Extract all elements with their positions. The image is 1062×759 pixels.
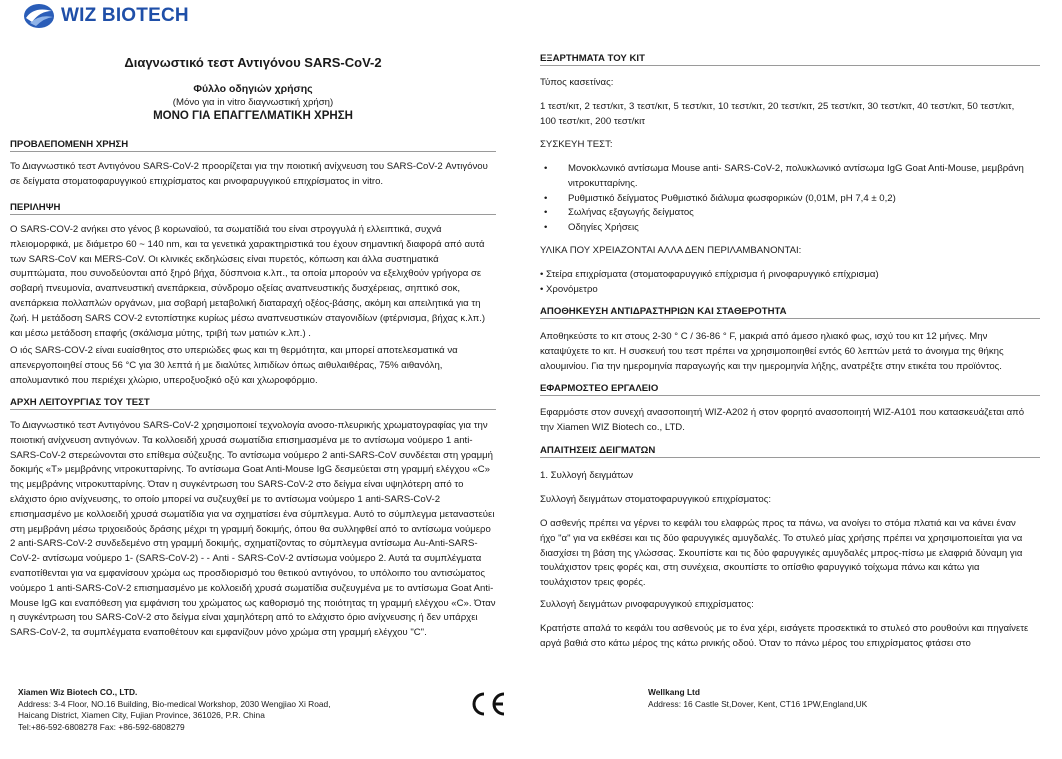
eu-representative-info [648, 687, 867, 710]
list-item: • Χρονόμετρο [540, 283, 598, 295]
manufacturer-info [18, 687, 331, 733]
wiz-logo-icon [22, 2, 56, 30]
section-heading-intended-use: ΠΡΟΒΛΕΠΟΜΕΝΗ ΧΡΗΣΗ [10, 139, 496, 152]
section-heading-summary: ΠΕΡΙΛΗΨΗ [10, 202, 496, 215]
list-item: • Μονοκλωνικό αντίσωμα Mouse anti- SARS-CoV-2, πολυκλωνικό αντίσωμα IgG Goat Anti-Mouse, μεμβράνη νιτροκυτταρίνης. [540, 162, 1030, 192]
section-heading-storage: ΑΠΟΘΗΚΕΥΣΗ ΑΝΤΙΔΡΑΣΤΗΡΙΩΝ ΚΑΙ ΣΤΑΘΕΡΟΤΗΤΑ [540, 306, 1040, 319]
brand-logo [22, 2, 189, 30]
required-materials-list [540, 268, 1030, 298]
required-materials-label: ΥΛΙΚΑ ΠΟΥ ΧΡΕΙΑΖΟΝΤΑΙ ΑΛΛΑ ΔΕΝ ΠΕΡΙΛΑΜΒΑΝΟΝΤΑΙ: [540, 245, 802, 256]
brand-name: WIZ BIOTECH [61, 5, 189, 26]
nasopharyngeal-label: Συλλογή δειγμάτων ρινοφαρυγγικού επιχρίσματος: [540, 599, 754, 610]
oropharyngeal-label: Συλλογή δειγμάτων στοματοφαρυγγικού επιχρίσματος: [540, 494, 772, 505]
summary-paragraph-1: Ο SARS-COV-2 ανήκει στο γένος β κορωναϊού, τα σωματίδιά του είναι στρογγυλά ή ελλειπτικά, συχνά πλειομορφικά, με διάμετρο 60 ~ 140 nm, και τα γενετικά χαρακτηριστικά του έχουν σημαντική διαφορά από αυτά των SARS-CoV και MERS-CoV. Οι κλινικές εκδηλώσεις είναι πυρετός, κόπωση και άλλα συστηματικά συμπτώματα, που συνοδεύονται από ξηρό βήχα, δύσπνοια κ.λπ., τα οποία μπορούν να εξελιχθούν γρήγορα σε σοβαρή πνευμονία, αναπνευστική ανεπάρκεια, σύνδρομο οξείας αναπνευστικής δυσχέρειας, σηπτικό σοκ, ανεπάρκεια πολλαπλών οργάνων, μια σοβαρή μεταβολική διαταραχή οξέος-βάσης, ακόμη και απειλητικά για τη ζωή. Η μετάδοση SARS COV-2 εντοπίστηκε κυρίως μέσω αναπνευστικών σταγονιδίων (φτέρνισμα, βήχας κ.λπ.) και μέσω μετάδοση επαφής (σκάλισμα μύτης, τριβή των ματιών κ.λπ.) . [10, 224, 486, 339]
ce-mark-icon [468, 690, 508, 718]
specimen-collection-item: 1. Συλλογή δειγμάτων [540, 470, 633, 481]
manufacturer-contact: Tel:+86-592-6808278 Fax: +86-592-6808279 [18, 721, 185, 732]
kit-type-values: 1 τεστ/κιτ, 2 τεστ/κιτ, 3 τεστ/κιτ, 5 τεστ/κιτ, 10 τεστ/κιτ, 20 τεστ/κιτ, 25 τεστ/κιτ, 30 τεστ/κιτ, 40 τεστ/κιτ, 50 τεστ/κιτ, 100 τεστ/κιτ, 200 τεστ/κιτ [540, 101, 1015, 127]
professional-use-notice: ΜΟΝΟ ΓΙΑ ΕΠΑΓΓΕΛΜΑΤΙΚΗ ΧΡΗΣΗ [153, 110, 353, 122]
manufacturer-address-line-1: Address: 3-4 Floor, NO.16 Building, Bio-medical Workshop, 2030 Wengjiao Xi Road, [18, 698, 331, 709]
section-heading-kit: ΕΞΑΡΤΗΜΑΤΑ ΤΟΥ ΚΙΤ [540, 53, 1040, 66]
document-note: (Μόνο για in vitro διαγνωστική χρήση) [172, 97, 334, 108]
list-item: • Οδηγίες Χρήσεις [540, 221, 1030, 236]
eu-representative-name: Wellkang Ltd [648, 687, 700, 697]
oropharyngeal-text: Ο ασθενής πρέπει να γέρνει το κεφάλι του ελαφρώς προς τα πάνω, να ανοίγει το στόμα πλατιά και να κάνει έναν ήχο "α" για να εκθέσει και τις δύο φαρυγγικές αμυγδαλές. Το στυλεό μίας χρήσης πρέπει να χρησιμοποιείται για να διασχίσει τη βάση της γλώσσας. Σκουπίστε και τις δύο φαρυγγικές αμυγδαλές μπρος-πίσω με ελαφριά δύναμη για τουλάχιστον τρεις φορές και, στη συνέχεια, σκουπίστε το οπίσθιο φαρυγγικό τοίχωμα πάνω και κάτω για τουλάχιστον τρεις φορές. [540, 518, 1023, 589]
document-title: Διαγνωστικό τεστ Αντιγόνου SARS-CoV-2 [124, 55, 382, 70]
list-item: • Ρυθμιστικό δείγματος Ρυθμιστικό διάλυμα φωσφορικών (0,01M, pH 7,4 ± 0,2) [540, 192, 1030, 207]
nasopharyngeal-text: Κρατήστε απαλά το κεφάλι του ασθενούς με το ένα χέρι, εισάγετε προσεκτικά το στυλεό στο ρουθούνι και πηγαίνετε αργά βαθιά στο κάτω μέρος της κάτω ρινικής οδού. Όταν το πάνω μέρος του επιχρίσματος φτάσει στο [540, 623, 1029, 649]
section-heading-principle: ΑΡΧΗ ΛΕΙΤΟΥΡΓΙΑΣ ΤΟΥ ΤΕΣΤ [10, 397, 496, 410]
manufacturer-name: Xiamen Wiz Biotech CO., LTD. [18, 687, 138, 697]
manufacturer-address-line-2: Haicang District, Xiamen City, Fujian Province, 361026, P.R. China [18, 710, 265, 720]
principle-text: Το Διαγνωστικό τεστ Αντιγόνου SARS-CoV-2 χρησιμοποιεί τεχνολογία ανοσο-πλευρικής χρωματογραφίας για την ποιοτική ανίχνευση αντιγόνων. Τα κολλοειδή χρυσά σωματίδια επισημασμένα με το αντίσωμα νούμερο 1 anti-SARS-CoV-2 στερεώνονται στο επίθεμα σύζευξης. Το αντίσωμα νούμερο 2 anti-SARS-CoV συνδέεται στη γραμμή δοκιμής «T» μεμβράνης νιτροκυτταρίνης. Το αντίσωμα Goat Anti-Mouse IgG δεσμεύεται στη γραμμή ελέγχου «C» της μεμβράνης νιτροκυτταρίνης. Όταν η συγκέντρωση του SARS-CoV-2 στο δείγμα είναι υψηλότερη από το ελάχιστο όριο ανίχνευσης, το οποίο μπορεί να συζευχθεί με το αντίσωμα νούμερο 1 anti-SARS-CoV-2 επισημασμένο με κολλοειδή χρυσά σωματίδια για να σχηματίσει ένα σύμπλεγμα. Αυτό το σύμπλεγμα μεταναστεύει στη μεμβράνη μέσω τριχοειδούς δράσης μέχρι τη γραμμή δοκιμής, όπου θα συλληφθεί από το αντίσωμα νούμερο 2 anti-SARS-CoV-2 συνδεδεμένο στη γραμμή δοκιμής, σχηματίζοντας το σύμπλεγμα αντίσωμα Au-Anti-SARS-CoV-2- αντίσωμα νούμερο 1- (SARS-CoV-2) - - Anti - SARS-CoV-2 αντίσωμα νούμερο 2. Αυτά τα συμπλέγματα εναποτίθενται για να εμφανίσουν χρώμα ως προσδιορισμό του θετικού αντιγόνου, το υπόλοιπο του αντισώματος νούμερο 1 anti-SARS-CoV-2 επισημασμένο με κολλοειδή χρυσά σωματίδια συζευγμένα με το αντίσωμα Goat Anti-Mouse IgG και εναπόθεση για εμφάνιση του χρώματος ως καθορισμό της ποιότητας τη γραμμή ελέγχου «C». Όταν η συγκέντρωση του SARS-CoV-2 στο δείγμα είναι χαμηλότερη από το ελάχιστο όριο ανίχνευσης ή δεν υπάρχει SARS-CoV-2, τα συμπλέγματα εναποθέτουν και εμφανίζουν μόνο χρώμα στη γραμμή ελέγχου "C". [10, 420, 496, 639]
storage-text: Αποθηκεύστε το κιτ στους 2-30 ° C / 36-86 ° F, μακριά από άμεσο ηλιακό φως, ισχύ του κιτ 12 μήνες. Μην καταψύχετε το κιτ. Η συσκευή του τεστ πρέπει να χρησιμοποιηθεί εντός 60 λεπτών μετά το άνοιγμα της θήκης αλουμινίου. Για την ημερομηνία παραγωγής και την ημερομηνία λήξης, ανατρέξτε στην ετικέτα του προϊόντος. [540, 331, 1004, 372]
test-package-list [540, 162, 1030, 236]
instrument-text: Εφαρμόστε στον συνεχή ανασοποιητή WIZ-A202 ή στον φορητό ανασοποιητή WIZ-A101 που κατασκευάζεται από την Xiamen WIZ Biotech co., LTD. [540, 407, 1025, 433]
summary-paragraph-2: Ο ιός SARS-COV-2 είναι ευαίσθητος στο υπεριώδες φως και τη θερμότητα, και μπορεί αποτελεσματικά να απενεργοποιηθεί στους 56 °C για 30 λεπτά ή με διαλύτες λιπιδίων όπως αιθυλαιθέρας, 75% αιθανόλη, απολυμαντικό που περιέχει χλώριο, υπεροξυοξικό οξύ και χλωροφόρμιο. [10, 345, 458, 386]
document-subtitle: Φύλλο οδηγιών χρήσης [193, 83, 313, 95]
eu-representative-address: Address: 16 Castle St,Dover, Kent, CT16 1PW,England,UK [648, 698, 868, 709]
kit-type-label: Τύπος κασετίνας: [540, 77, 614, 88]
intended-use-text: Το Διαγνωστικό τεστ Αντιγόνου SARS-CoV-2 προορίζεται για την ποιοτική ανίχνευση του SARS-CoV-2 Αντιγόνου σε δείγματα στοματοφαρυγγικού επιχρίσματος και ρινοφαρυγγικού επιχρίσματος in vitro. [10, 161, 488, 187]
section-heading-instrument: ΕΦΑΡΜΟΣΤΕΟ ΕΡΓΑΛΕΙΟ [540, 383, 1040, 396]
section-heading-specimen: ΑΠΑΙΤΗΣΕΙΣ ΔΕΙΓΜΑΤΩΝ [540, 445, 1040, 458]
list-item: • Στείρα επιχρίσματα (στοματοφαρυγγικό επίχρισμα ή ρινοφαρυγγικό επίχρισμα) [540, 269, 879, 280]
test-package-label: ΣΥΣΚΕΥΗ ΤΕΣΤ: [540, 139, 613, 150]
list-item: • Σωλήνας εξαγωγής δείγματος [540, 206, 1030, 221]
